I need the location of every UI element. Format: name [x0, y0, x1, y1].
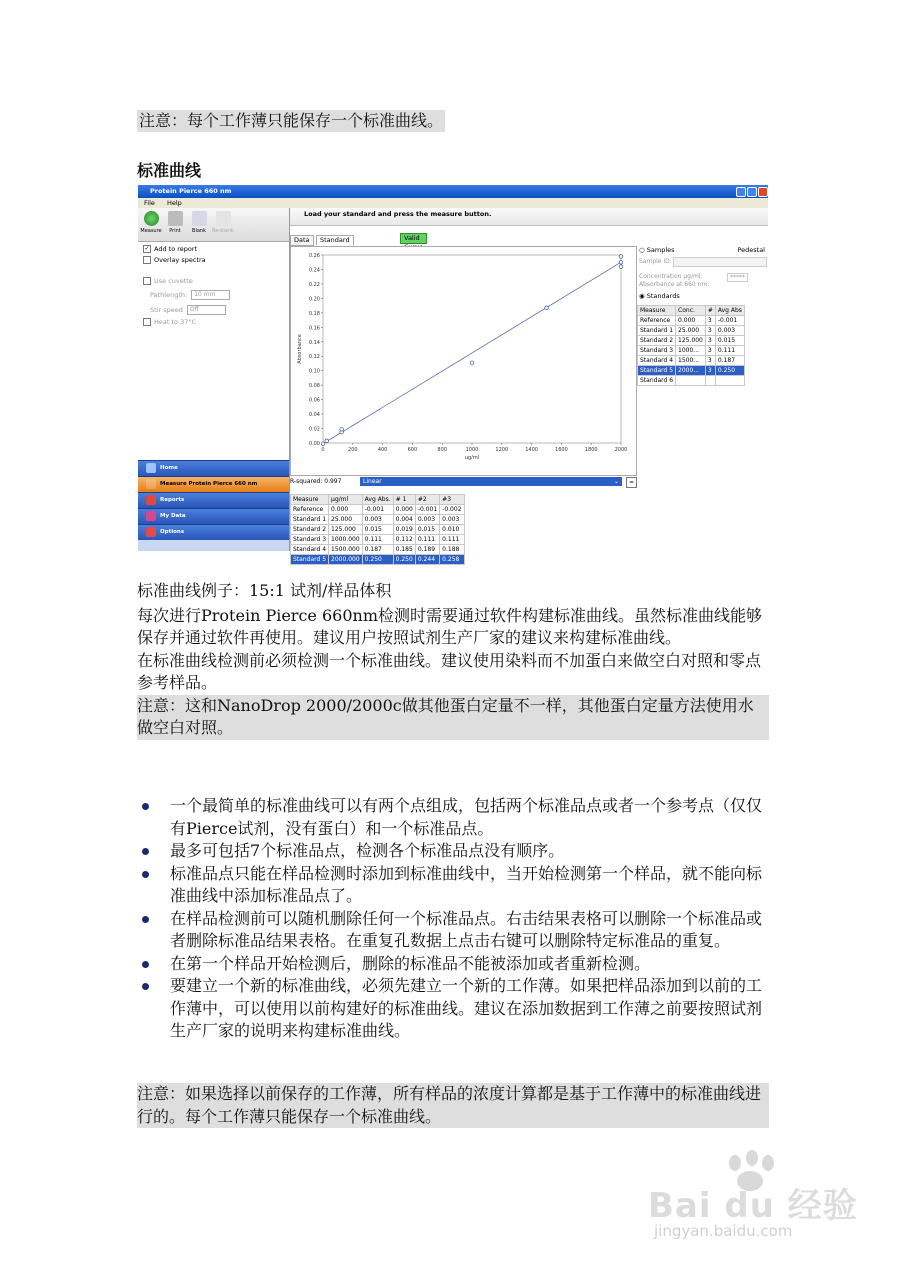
bullet-text: 在第一个样品开始检测后，删除的标准品不能被添加或者重新检测。	[170, 953, 651, 973]
stir-label: Stir speed	[150, 306, 183, 314]
table-header-row	[638, 306, 745, 316]
table-cell: 0.187	[362, 545, 393, 555]
table-cell	[705, 376, 715, 386]
table-cell: 2000...	[676, 366, 706, 376]
table-cell: 1500.000	[329, 545, 363, 555]
y-tick-label: 0.04	[308, 412, 320, 419]
nav-home[interactable]	[138, 460, 289, 476]
table-cell: 0.112	[393, 535, 415, 545]
bullet-icon	[142, 961, 149, 968]
pathlength-select[interactable]: 10 mm	[191, 290, 230, 300]
table-cell: 1500...	[676, 356, 706, 366]
x-tick-label: 0	[321, 447, 325, 453]
nav-options-label: Options	[160, 529, 185, 535]
body-text	[137, 580, 769, 740]
standards-radio[interactable]: ◉ Standards	[639, 292, 680, 300]
measure-label: Measure	[140, 228, 162, 234]
table-cell: 0.244	[415, 555, 439, 565]
column-header[interactable]: #	[705, 306, 715, 316]
table-cell: 0.010	[440, 525, 464, 535]
x-tick-label: 200	[348, 447, 358, 453]
table-cell: 0.111	[440, 535, 464, 545]
nav-my-data[interactable]	[138, 508, 289, 524]
table-cell: 0.000	[393, 505, 415, 515]
table-cell: 0.003	[362, 515, 393, 525]
bullet-icon	[142, 803, 149, 810]
x-tick-label: 1600	[555, 447, 568, 453]
column-header[interactable]: Measure	[638, 306, 676, 316]
table-row[interactable]	[638, 376, 745, 386]
baidu-watermark	[640, 1148, 860, 1248]
y-axis-label: Absorbance	[297, 334, 303, 364]
checkbox-icon[interactable]	[143, 277, 151, 285]
data-point	[340, 427, 344, 431]
chevron-down-icon: ⌄	[613, 478, 619, 485]
pedestal-label: Pedestal	[737, 246, 765, 254]
list-item	[137, 795, 769, 840]
table-row[interactable]	[291, 555, 465, 565]
y-tick-label: 0.02	[308, 426, 320, 433]
table-cell: -0.001	[415, 505, 439, 515]
table-cell: Standard 5	[638, 366, 676, 376]
table-row[interactable]	[291, 525, 465, 535]
table-cell: Standard 3	[638, 346, 676, 356]
x-tick-label: 1400	[525, 447, 538, 453]
menu-bar	[138, 198, 768, 208]
bullet-text: 一个最简单的标准曲线可以有两个点组成，包括两个标准品点或者一个参考点（仅仅有Pierce试剂，没有蛋白）和一个标准品点。	[170, 796, 763, 838]
reblank-icon	[216, 211, 231, 226]
table-cell: 0.003	[440, 515, 464, 525]
print-button[interactable]	[163, 211, 187, 234]
data-point	[619, 260, 623, 264]
table-cell: -0.001	[362, 505, 393, 515]
table-cell: Standard 1	[291, 515, 329, 525]
table-cell	[676, 376, 706, 386]
table-cell: 0.004	[393, 515, 415, 525]
home-icon	[146, 463, 156, 473]
minimize-icon[interactable]	[736, 187, 746, 197]
y-tick-label: 0.10	[308, 368, 320, 375]
blank-icon	[192, 211, 207, 226]
instruction-bar	[290, 208, 768, 226]
rsquared-label: R-squared: 0.997	[290, 478, 342, 485]
section-heading: 标准曲线	[137, 161, 202, 180]
x-tick-label: 1000	[465, 447, 479, 453]
y-tick-label: 0.08	[308, 383, 320, 390]
table-cell: 125.000	[676, 336, 706, 346]
standards-label: Standards	[646, 292, 680, 300]
table-cell: 0.015	[362, 525, 393, 535]
table-cell: 0.019	[393, 525, 415, 535]
table-cell: 1000.000	[329, 535, 363, 545]
menu-file[interactable]: File	[144, 199, 155, 207]
collapse-icon[interactable]: ≈	[626, 477, 637, 488]
y-tick-label: 0.16	[308, 325, 320, 332]
table-cell: 3	[705, 326, 715, 336]
blank-button[interactable]	[187, 211, 211, 234]
table-header-row	[291, 495, 465, 505]
concentration-label: Concentration µg/ml:	[639, 273, 703, 280]
bottom-note: 注意：如果选择以前保存的工作薄，所有样品的浓度计算都是基于工作薄中的标准曲线进行的。每个工作薄只能保存一个标准曲线。	[137, 1083, 769, 1128]
top-note: 注意：每个工作薄只能保存一个标准曲线。	[139, 111, 444, 130]
table-cell: 3	[705, 346, 715, 356]
nav-options[interactable]	[138, 524, 289, 540]
table-row[interactable]	[638, 326, 745, 336]
table-cell: Reference	[291, 505, 329, 515]
list-item	[137, 863, 769, 908]
figure-caption: 标准曲线例子：15:1 试剂/样品体积	[137, 581, 392, 600]
y-tick-label: 0.22	[308, 281, 320, 288]
x-tick-label: 400	[377, 447, 388, 453]
table-cell: Standard 2	[638, 336, 676, 346]
chart-svg	[291, 247, 636, 475]
standard-curve-chart	[290, 246, 637, 476]
overlay-spectra-label: Overlay spectra	[154, 256, 206, 264]
table-cell: Standard 1	[638, 326, 676, 336]
x-axis-label: ug/ml	[464, 455, 480, 461]
measure-button[interactable]	[139, 211, 163, 234]
table-cell: 0.000	[676, 316, 706, 326]
list-item	[137, 840, 769, 863]
tab-data[interactable]: Data	[290, 235, 314, 246]
use-cuvette-label: Use cuvette	[154, 277, 193, 285]
y-tick-label: 0.24	[308, 267, 320, 274]
bullet-text: 要建立一个新的标准曲线，必须先建立一个新的工作薄。如果把样品添加到以前的工作薄中，可以使用以前构建好的标准曲线。建议在添加数据到工作薄之前要按照试剂生产厂家的说明来构建标准曲线。	[170, 976, 763, 1040]
window-titlebar	[138, 185, 768, 198]
table-cell: 0.003	[715, 326, 744, 336]
table-cell: 3	[705, 336, 715, 346]
table-cell: 0.185	[393, 545, 415, 555]
y-tick-label: 0.20	[308, 296, 320, 303]
data-point	[470, 361, 474, 365]
nav-my-data-label: My Data	[160, 513, 186, 519]
table-cell: -0.001	[715, 316, 744, 326]
data-point	[325, 439, 329, 443]
pathlength-label: Pathlength:	[150, 291, 188, 299]
column-header[interactable]: #3	[440, 495, 464, 505]
bullet-list	[137, 795, 769, 1043]
my-data-icon	[146, 511, 156, 521]
x-tick-label: 2000	[614, 447, 628, 453]
heat-option[interactable]	[143, 318, 196, 326]
checkbox-icon[interactable]	[143, 256, 151, 264]
print-label: Print	[169, 228, 181, 234]
reblank-button[interactable]	[211, 211, 235, 234]
reports-icon	[146, 495, 156, 505]
table-cell: 0.111	[415, 535, 439, 545]
table-cell: 0.250	[362, 555, 393, 565]
rsquared-row	[290, 477, 635, 486]
column-header[interactable]: Measure	[291, 495, 329, 505]
maximize-icon[interactable]	[747, 187, 757, 197]
printer-icon	[168, 211, 183, 226]
samples-radio[interactable]: ○ Samples	[639, 246, 675, 254]
checkbox-icon[interactable]	[143, 318, 151, 326]
bullet-text: 标准品点只能在样品检测时添加到标准曲线中，当开始检测第一个样品，就不能向标准曲线中添加标准品点了。	[170, 863, 763, 905]
y-tick-label: 0.26	[308, 253, 320, 259]
table-cell: 25.000	[676, 326, 706, 336]
middle-note: 注意：这和NanoDrop 2000/2000c做其他蛋白定量不一样，其他蛋白定量方法使用水做空白对照。	[137, 695, 769, 740]
table-cell: Standard 4	[638, 356, 676, 366]
table-row[interactable]	[638, 356, 745, 366]
samples-label: Samples	[646, 246, 675, 254]
data-point	[619, 255, 623, 259]
table-row[interactable]	[638, 336, 745, 346]
main-pane	[290, 208, 768, 563]
table-row[interactable]	[638, 346, 745, 356]
list-item	[137, 908, 769, 953]
data-point	[321, 442, 325, 446]
table-cell: 0.111	[715, 346, 744, 356]
left-pane	[138, 208, 290, 551]
y-tick-label: 0.06	[308, 397, 320, 404]
table-cell: Standard 6	[638, 376, 676, 386]
table-cell: 1000...	[676, 346, 706, 356]
table-cell: Standard 5	[291, 555, 329, 565]
table-cell: 0.015	[715, 336, 744, 346]
toolbar	[138, 208, 289, 242]
use-cuvette-option[interactable]	[143, 277, 193, 285]
table-cell: Standard 4	[291, 545, 329, 555]
y-tick-label: 0.18	[308, 310, 320, 317]
column-header[interactable]: #2	[415, 495, 439, 505]
stir-row	[150, 305, 226, 315]
table-cell: Standard 2	[291, 525, 329, 535]
standards-table	[637, 305, 745, 386]
table-cell: 0.000	[329, 505, 363, 515]
play-icon	[144, 211, 159, 226]
nav-home-label: Home	[160, 465, 178, 471]
stir-select[interactable]: Off	[187, 305, 226, 315]
window-title: Protein Pierce 660 nm	[150, 187, 232, 195]
bullet-icon	[142, 871, 149, 878]
table-row[interactable]	[291, 505, 465, 515]
table-cell: 0.111	[362, 535, 393, 545]
nav-reports-label: Reports	[160, 497, 185, 503]
menu-help[interactable]: Help	[166, 199, 182, 207]
column-header[interactable]: µg/ml	[329, 495, 363, 505]
fit-select[interactable]	[360, 477, 622, 486]
column-header[interactable]: Avg Abs.	[362, 495, 393, 505]
plot-area	[323, 255, 621, 443]
table-cell: 0.250	[393, 555, 415, 565]
y-tick-label: 0.14	[308, 339, 320, 346]
checkbox-checked-icon[interactable]: ✓	[144, 245, 150, 252]
close-icon[interactable]	[758, 187, 768, 197]
bullet-text: 在样品检测前可以随机删除任何一个标准品点。右击结果表格可以删除一个标准品或者删除标准品结果表格。在重复孔数据上点击右键可以删除特定标准品的重复。	[170, 908, 763, 950]
table-row[interactable]	[291, 515, 465, 525]
add-to-report-label: Add to report	[154, 245, 198, 253]
column-header[interactable]: # 1	[393, 495, 415, 505]
heat-label: Heat to 37°C	[154, 318, 197, 326]
paragraph-1: 每次进行Protein Pierce 660nm检测时需要通过软件构建标准曲线。虽然标准曲线能够保存并通过软件再使用。建议用户按照试剂生产厂家的建议来构建标准曲线。	[137, 605, 762, 647]
x-tick-label: 1800	[584, 447, 598, 453]
absorbance-label: Absorbance at 660 nm:	[639, 281, 710, 288]
nav-measure-label: Measure Protein Pierce 660 nm	[160, 481, 258, 487]
list-item	[137, 953, 769, 976]
list-item	[137, 975, 769, 1043]
y-tick-label: 0.12	[308, 354, 320, 361]
table-cell: 3	[705, 356, 715, 366]
table-cell: 3	[705, 316, 715, 326]
table-cell: 0.015	[415, 525, 439, 535]
measure-icon	[146, 479, 156, 489]
fit-value: Linear	[363, 478, 382, 485]
add-to-report-option[interactable]	[143, 245, 197, 253]
instruction-text: Load your standard and press the measure button.	[304, 210, 492, 218]
concentration-value: *****	[727, 273, 748, 282]
table-cell: Standard 3	[291, 535, 329, 545]
x-tick-label: 800	[437, 447, 447, 453]
data-point	[619, 265, 623, 269]
right-panel	[637, 246, 768, 486]
app-screenshot	[138, 185, 768, 563]
watermark-brand: Bai du 经验	[648, 1186, 858, 1226]
data-point	[545, 306, 549, 310]
table-cell: -0.002	[440, 505, 464, 515]
bullet-text: 最多可包括7个标准品点，检测各个标准品点没有顺序。	[170, 841, 565, 860]
table-cell: Reference	[638, 316, 676, 326]
table-cell: 0.187	[715, 356, 744, 366]
table-cell: 25.000	[329, 515, 363, 525]
table-cell	[715, 376, 744, 386]
sample-id-label: Sample ID:	[639, 258, 672, 265]
overlay-spectra-option[interactable]	[143, 256, 206, 264]
table-cell: 0.189	[415, 545, 439, 555]
table-cell: 0.188	[440, 545, 464, 555]
nav-reports[interactable]	[138, 492, 289, 508]
y-tick-label: 0.00	[308, 441, 320, 447]
x-tick-label: 1200	[495, 447, 509, 453]
tab-standard-curve[interactable]: Standard	[316, 235, 354, 246]
table-cell: 3	[705, 366, 715, 376]
paragraph-2: 在标准曲线检测前必须检测一个标准曲线。建议使用染料而不加蛋白来做空白对照和零点参考样品。	[137, 650, 762, 692]
table-row[interactable]	[638, 366, 745, 376]
table-cell: 0.250	[715, 366, 744, 376]
watermark-url: jingyan.baidu.com	[654, 1222, 793, 1240]
table-row[interactable]	[291, 545, 465, 555]
reblank-label: Re-blank	[212, 228, 234, 234]
nav-footer	[138, 540, 289, 551]
bullet-icon	[142, 916, 149, 923]
bullet-icon	[142, 983, 149, 990]
valid-curve-badge: Valid	[400, 233, 427, 244]
table-cell: 125.000	[329, 525, 363, 535]
x-tick-label: 600	[407, 447, 418, 453]
table-cell: 0.003	[415, 515, 439, 525]
column-header[interactable]: Avg Abs	[715, 306, 744, 316]
table-row[interactable]	[291, 535, 465, 545]
nav-measure[interactable]	[138, 476, 289, 492]
sample-id-input[interactable]	[673, 257, 767, 267]
pathlength-row	[150, 290, 230, 300]
table-cell: 2000.000	[329, 555, 363, 565]
table-cell: 0.258	[440, 555, 464, 565]
table-row[interactable]	[638, 316, 745, 326]
results-table	[290, 494, 465, 565]
bullet-icon	[142, 848, 149, 855]
column-header[interactable]: Conc.	[676, 306, 706, 316]
blank-label: Blank	[192, 228, 206, 234]
options-icon	[146, 527, 156, 537]
